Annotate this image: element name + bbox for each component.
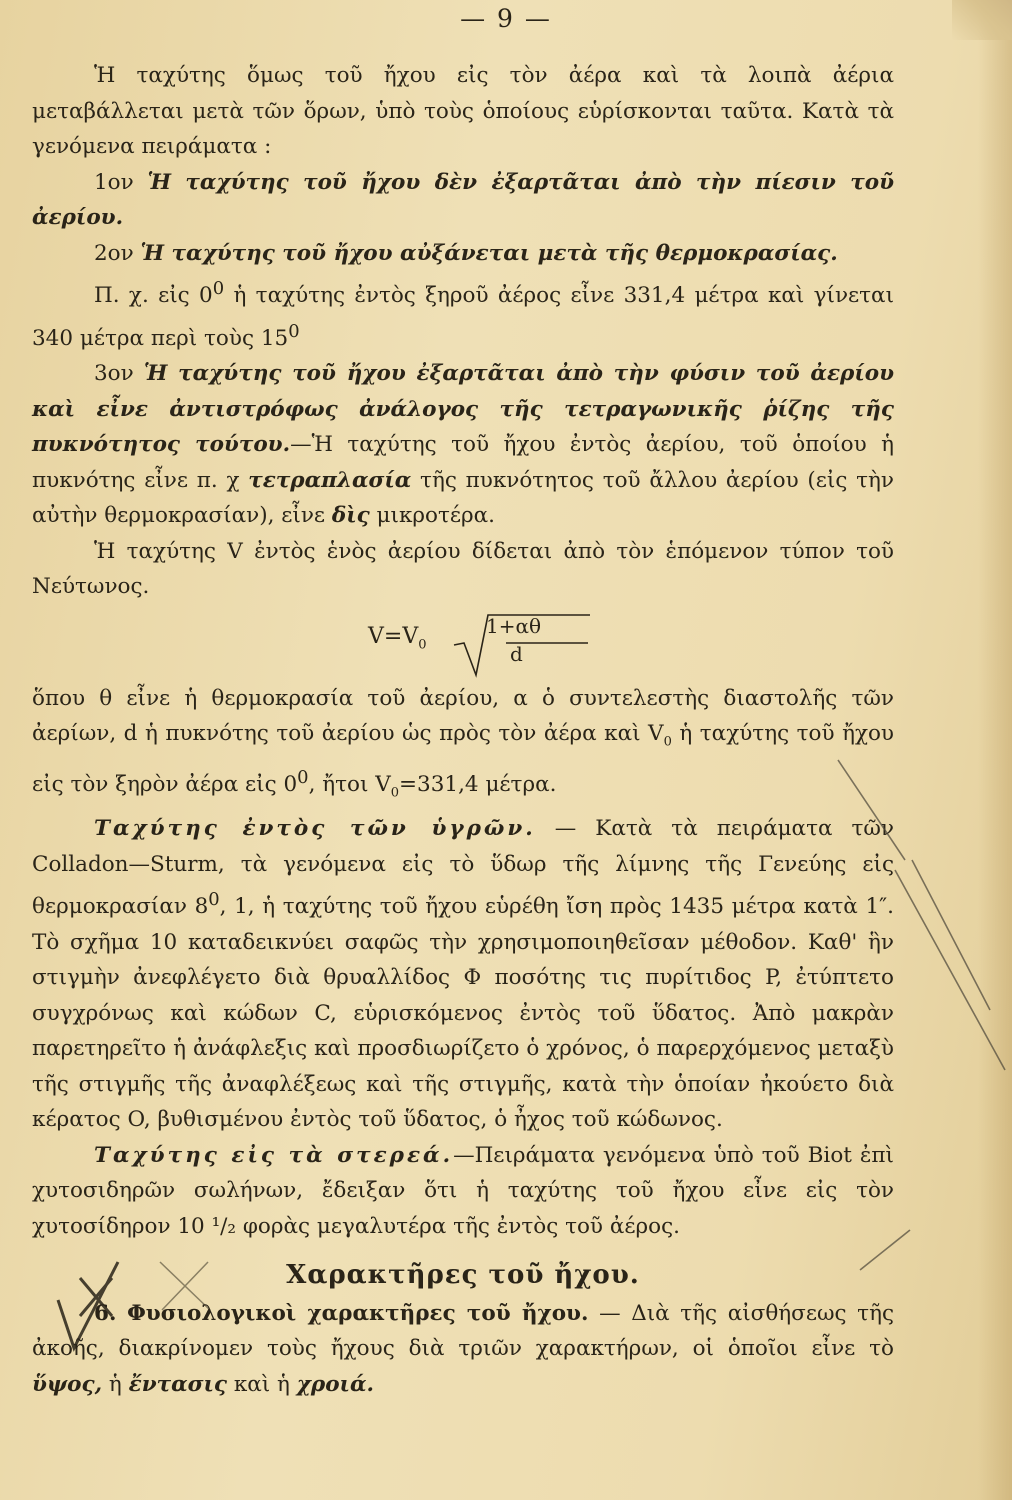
section-6-paragraph (32, 1296, 894, 1403)
example-text-a: Π. χ. εἰς 0 (94, 283, 213, 309)
law-2-number: 2ον (94, 240, 134, 266)
formula-numerator: 1+αθ (486, 613, 542, 638)
page-edge-shadow (978, 0, 1012, 1500)
law-1-text: Ἡ ταχύτης τοῦ ἤχου δὲν ἐξαρτᾶται ἀπὸ τὴν πίεσιν τοῦ ἀερίου. (32, 169, 894, 230)
where-paragraph (32, 681, 894, 811)
example-text-b: ἡ ταχύτης ἐντὸς ξηροῦ ἀέρος εἶνε 331,4 μέτρα καὶ γίνεται 340 μέτρα περὶ τοὺς 15 (32, 283, 894, 351)
section-6-text-b: ἡ (102, 1371, 129, 1397)
law-1 (32, 165, 894, 236)
section-heading: Χαρακτῆρες τοῦ ἤχου. (286, 1260, 640, 1291)
liquids-title: Ταχύτης ἐντὸς τῶν ὑγρῶν. (94, 816, 536, 842)
newton-formula (32, 609, 894, 681)
law-3-emphasis-2: δὶς (331, 503, 370, 529)
law-3-rest-a: —Ἡ ταχύτης τοῦ ἤχου ἐντὸς ἀερίου, τοῦ ὁποίου ἡ πυκνότης εἶνε π. χ (32, 432, 894, 493)
law-2 (32, 236, 894, 272)
degree-sup: 0 (212, 278, 225, 299)
liquids-sup: 0 (208, 889, 220, 911)
degree-sup: 0 (288, 320, 300, 342)
law-3-number: 3ον (94, 361, 134, 387)
law-1-number: 1ον (94, 169, 134, 195)
formula-sub: 0 (418, 637, 427, 653)
where-text-b: ἡ ταχύτης τοῦ ἤχου εἰς τὸν ξηρὸν ἀέρα εἰς 0 (32, 721, 894, 798)
paragraph-intro: Ἡ ταχύτης ὅμως τοῦ ἤχου εἰς τὸν ἀέρα καὶ τὰ λοιπὰ ἀέρια μεταβάλλεται μετὰ τῶν ὅρων, ὑπὸ τοὺς ὁποίους εὑρίσκονται ταῦτα. Κατὰ τὰ γενόμενα πειράματα : (32, 63, 894, 159)
solids-text-b: φορὰς μεγαλυτέρα τῆς ἐντὸς τοῦ ἀέρος. (236, 1213, 680, 1239)
section-6-chroia: χροιά. (296, 1371, 374, 1397)
law-3-rest-c: μικροτέρα. (369, 503, 496, 529)
solids-title: Ταχύτης εἰς τὰ στερεά. (94, 1142, 454, 1168)
where-text-c: , ἤτοι V (308, 772, 391, 798)
where-sup: 0 (297, 767, 309, 789)
example-paragraph (32, 271, 894, 356)
law-3 (32, 356, 894, 534)
solids-paragraph (32, 1138, 894, 1245)
newton-paragraph: Ἡ ταχύτης V ἐντὸς ἑνὸς ἀερίου δίδεται ἀπὸ τὸν ἑπόμενον τύπον τοῦ Νεύτωνος. (32, 538, 894, 600)
formula-lhs-text: V=V (368, 623, 419, 649)
formula-denominator: d (510, 641, 523, 666)
liquids-text-a: — Κατὰ τὰ πειράματα τῶν Colladon—Sturm, τὰ γενόμενα εἰς τὸ ὕδωρ τῆς λίμνης τῆς Γενεύης εἰς θερμοκρασίαν 8 (32, 816, 894, 920)
solids-fraction: ¹/₂ (211, 1213, 237, 1239)
law-3-emphasis: τετραπλασία (248, 467, 412, 493)
formula-lhs (368, 619, 427, 663)
section-6-entasis: ἔντασις (128, 1371, 227, 1397)
law-3-text: Ἡ ταχύτης τοῦ ἤχου ἐξαρτᾶται ἀπὸ τὴν φύσιν τοῦ ἀερίου καὶ εἶνε ἀντιστρόφως ἀνάλογος τῆς τετραγωνικῆς ῥίζης τῆς πυκνότητος τούτου. (32, 361, 894, 458)
where-sub: 0 (663, 734, 672, 750)
body-text (32, 58, 894, 1402)
where-sub-2: 0 (390, 785, 400, 801)
section-6-text-a: — Διὰ τῆς αἰσθήσεως τῆς ἀκοῆς, διακρίνομεν τοὺς ἤχους διὰ τριῶν χαρακτήρων, οἱ ὁποῖοι εἶνε τὸ (32, 1300, 894, 1362)
law-3-rest-b: τῆς πυκνότητος τοῦ ἄλλου ἀερίου (εἰς τὴν αὐτὴν θερμοκρασίαν), εἶνε (32, 467, 895, 529)
liquids-text-b: , 1, ἡ ταχύτης τοῦ ἤχου εὑρέθη ἴση πρὸς 1435 μέτρα κατὰ 1″. Τὸ σχῆμα 10 καταδεικνύει σαφῶς τὴν χρησιμοποιηθεῖσαν μέθοδον. Καθ' ἣν στιγμὴν ἀνεφλέγετο διὰ θρυαλλίδος Φ ποσότης τις πυρίτιδος P, ἐτύπτετο συγχρόνως καὶ κώδων C, εὑρισκόμενος ἐντὸς τοῦ ὕδατος. Ἀπὸ μακρὰν παρετηρεῖτο ἡ ἀνάφλεξις καὶ προσδιωρίζετο ὁ χρόνος, ὁ παρερχόμενος μεταξὺ τῆς στιγμῆς τῆς ἀναφλέξεως καὶ τῆς στιγμῆς, κατὰ τὴν ὁποίαν ἠκούετο διὰ κέρατος O, βυθισμένου ἐντὸς τοῦ ὕδατος, ὁ ἦχος τοῦ κώδωνος. (32, 894, 894, 1133)
solids-text-a: —Πειράματα γενόμενα ὑπὸ τοῦ Biot ἐπὶ χυτοσιδηρῶν σωλήνων, ἔδειξαν ὅτι ἡ ταχύτης τοῦ ἤχου εἶνε εἰς τὸν χυτοσίδηρον 10 (32, 1142, 894, 1239)
section-6-text-c: καὶ ἡ (227, 1371, 297, 1397)
page-number: — 9 — (460, 4, 552, 33)
section-6-title: Φυσιολογικοὶ χαρακτῆρες τοῦ ἤχου. (127, 1300, 589, 1326)
liquids-paragraph (32, 811, 894, 1138)
section-6-number: 6. (94, 1300, 117, 1326)
law-2-text: Ἡ ταχύτης τοῦ ἤχου αὐξάνεται μετὰ τῆς θερμοκρασίας. (140, 240, 838, 266)
where-text-d: =331,4 μέτρα. (399, 772, 557, 798)
where-text-a: ὅπου θ εἶνε ἡ θερμοκρασία τοῦ ἀερίου, α ὁ συντελεστὴς διαστολῆς τῶν ἀερίων, d ἡ πυκνότης τοῦ ἀερίου ὡς πρὸς τὸν ἀέρα καὶ V (32, 685, 894, 747)
section-6-hypsos: ὕψος, (32, 1371, 103, 1397)
